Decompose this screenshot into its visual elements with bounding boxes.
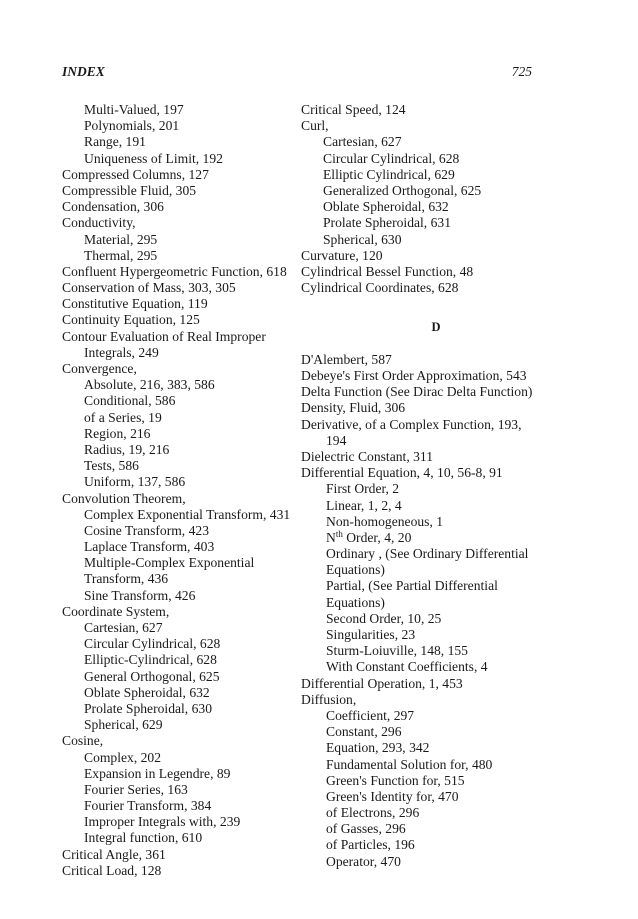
entry-text: N [326,529,336,545]
index-subentry: Sturm-Loiuville, 148, 155 [326,643,468,659]
index-subentry: Cosine Transform, 423 [84,522,209,538]
index-subentry [301,530,571,546]
index-entry: Delta Function (See Dirac Delta Function) [301,384,533,400]
index-entry: Debeye's First Order Approximation, 543 [301,368,527,383]
index-entry: Conservation of Mass, 303, 305 [62,280,236,296]
index-subentry: Operator, 470 [326,853,401,869]
index-subentry: Transform, 436 [84,571,169,587]
index-entry: Cylindrical Coordinates, 628 [301,280,459,296]
index-subentry: Complex Exponential Transform, 431 [84,506,291,522]
index-entry: Diffusion, [301,691,357,707]
index-subentry: Uniqueness of Limit, 192 [84,150,223,166]
index-subentry: Multiple-Complex Exponential [84,555,255,571]
index-subentry: Integrals, 249 [84,344,159,360]
index-entry: Contour Evaluation of Real Improper [62,328,266,344]
index-subentry: Linear, 1, 2, 4 [326,497,402,513]
index-column-right [301,102,571,870]
index-entry: Differential Operation, 1, 453 [301,675,463,691]
index-entry: Coordinate System, [62,603,170,619]
index-subentry: Equations) [326,594,385,610]
index-entry: Critical Speed, 124 [301,102,406,117]
index-subentry: Cartesian, 627 [84,620,163,635]
index-subentry: Complex, 202 [84,749,162,765]
index-subentry: Partial, (See Partial Differential [326,578,498,594]
index-subentry: Second Order, 10, 25 [326,610,442,626]
index-subentry: Equation, 293, 342 [326,740,430,756]
index-subentry: Green's Function for, 515 [326,772,465,788]
index-subentry: With Constant Coefficients, 4 [326,659,488,675]
index-subentry: Conditional, 586 [84,393,176,409]
index-subentry: Integral function, 610 [84,830,203,846]
section-gap [301,336,571,352]
index-subentry: Fourier Transform, 384 [84,798,212,814]
index-subentry: Laplace Transform, 403 [84,539,215,555]
index-subentry: First Order, 2 [326,481,400,497]
page-number: 725 [511,64,532,79]
index-group-d [301,352,571,870]
section-gap [301,296,571,312]
index-entry: Critical Angle, 361 [62,846,166,862]
index-subentry: Generalized Orthogonal, 625 [323,182,482,198]
index-subentry: Improper Integrals with, 239 [84,814,241,830]
index-subentry: Range, 191 [84,134,146,150]
index-subentry: Fundamental Solution for, 480 [326,756,493,772]
index-subentry: Material, 295 [84,231,158,247]
index-subentry: Ordinary , (See Ordinary Differential [326,546,529,562]
index-subentry: Polynomials, 201 [84,118,180,134]
section-heading-d: D [431,320,441,335]
index-entry: Convolution Theorem, [62,490,186,506]
index-entry: Convergence, [62,361,137,376]
index-subentry: Oblate Spheroidal, 632 [84,684,210,700]
index-subentry: Equations) [326,562,385,578]
index-subentry: Uniform, 137, 586 [84,474,186,490]
index-subentry: Elliptic Cylindrical, 629 [323,166,455,182]
index-entry: Dielectric Constant, 311 [301,448,434,464]
index-entry: Density, Fluid, 306 [301,400,406,416]
index-entry: Cosine, [62,733,104,749]
index-subentry: of Particles, 196 [326,837,415,853]
index-entry: Compressed Columns, 127 [62,166,209,182]
index-entry: Confluent Hypergeometric Function, 618 [62,263,287,279]
entry-text: Order, 4, 20 [342,529,412,545]
index-subentry: Sine Transform, 426 [84,587,196,603]
index-entry: Constitutive Equation, 119 [62,296,208,312]
index-subentry: 194 [326,432,347,448]
index-group-c-continued [301,102,571,296]
running-head: INDEX [62,64,105,79]
index-subentry: Radius, 19, 216 [84,441,170,457]
index-subentry: of a Series, 19 [84,409,162,425]
index-entry: Critical Load, 128 [62,862,162,878]
index-subentry: Coefficient, 297 [326,707,415,723]
index-subentry: Fourier Series, 163 [84,781,188,797]
index-subentry: Multi-Valued, 197 [84,102,184,117]
index-subentry: of Electrons, 296 [326,805,420,821]
entry-superscript: th [335,528,343,539]
index-subentry: Expansion in Legendre, 89 [84,765,231,781]
index-subentry: Tests, 586 [84,458,139,474]
index-subentry: Region, 216 [84,425,151,441]
index-subentry: Absolute, 216, 383, 586 [84,377,215,393]
index-entry: Compressible Fluid, 305 [62,182,197,198]
page-header [62,64,532,84]
index-entry: Continuity Equation, 125 [62,312,200,328]
index-subentry: General Orthogonal, 625 [84,668,220,684]
index-subentry: Constant, 296 [326,724,402,740]
index-entry: Conductivity, [62,215,136,231]
index-subentry: Non-homogeneous, 1 [326,513,444,529]
index-subentry: Elliptic-Cylindrical, 628 [84,652,217,668]
index-entry: Differential Equation, 4, 10, 56-8, 91 [301,465,503,481]
index-subentry: Green's Identity for, 470 [326,788,459,804]
index-entry: Cylindrical Bessel Function, 48 [301,263,474,279]
index-entry: D'Alembert, 587 [301,351,392,367]
index-subentry: Circular Cylindrical, 628 [84,636,221,652]
index-entry: Curl, [301,118,329,134]
index-subentry: Spherical, 630 [323,231,402,247]
index-entry: Condensation, 306 [62,199,164,215]
index-subentry: Thermal, 295 [84,247,158,263]
index-subentry: Circular Cylindrical, 628 [323,150,460,166]
index-subentry: Prolate Spheroidal, 630 [84,700,212,716]
index-subentry: Cartesian, 627 [323,134,402,150]
section-gap [301,312,571,319]
index-entry: Curvature, 120 [301,247,383,263]
index-column-left [62,102,290,879]
index-subentry: Prolate Spheroidal, 631 [323,215,451,231]
index-subentry: of Gasses, 296 [326,821,406,837]
index-subentry: Spherical, 629 [84,717,163,733]
index-subentry: Oblate Spheroidal, 632 [323,199,449,215]
index-entry: Derivative, of a Complex Function, 193, [301,416,522,432]
index-subentry: Singularities, 23 [326,627,416,642]
